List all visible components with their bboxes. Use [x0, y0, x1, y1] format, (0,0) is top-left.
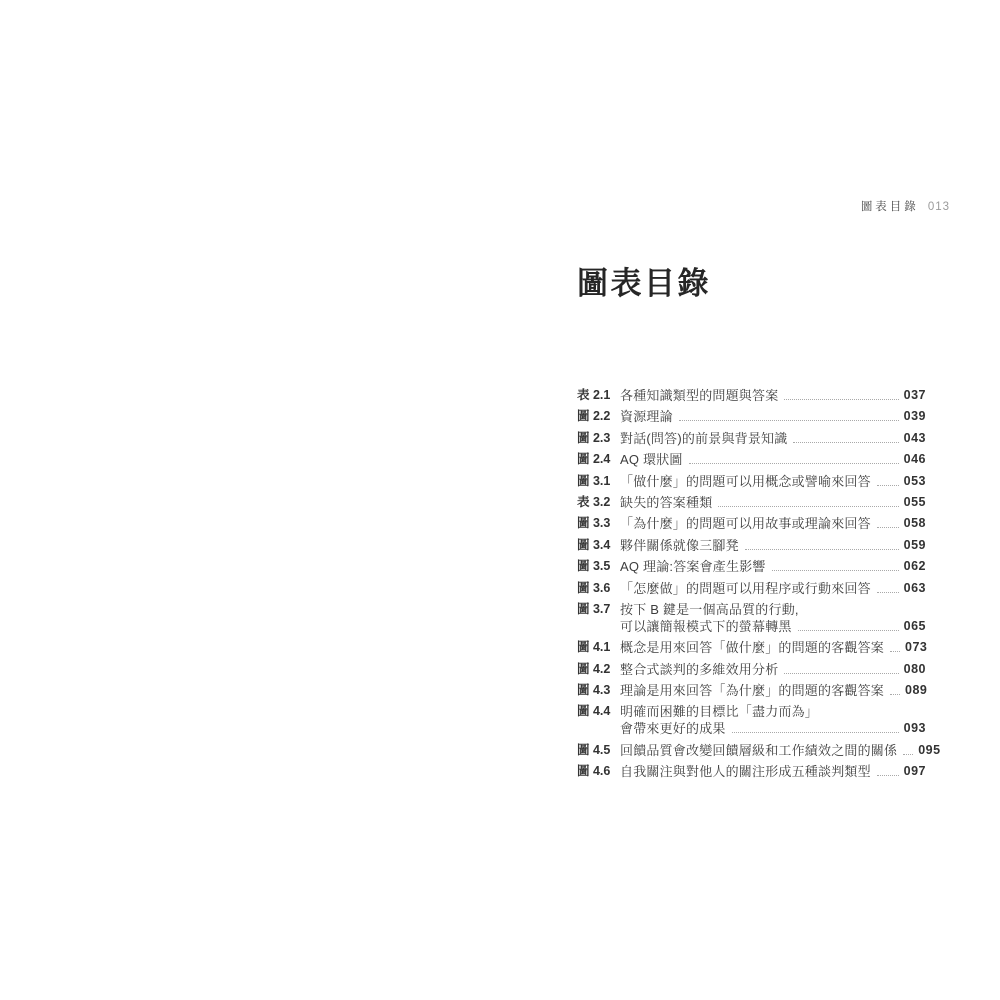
toc-entry: [577, 494, 926, 511]
entry-title: 「為什麼」的問題可以用故事或理論來回答: [620, 516, 871, 532]
toc-entry: [577, 639, 926, 656]
entry-label: 圖 2.4: [577, 452, 611, 467]
dotted-leader: [890, 651, 900, 652]
dotted-leader: [903, 754, 913, 755]
entry-page-number: 097: [903, 764, 926, 779]
toc-entry: [577, 408, 926, 425]
entry-title: 缺失的答案種類: [620, 494, 713, 510]
entry-page-number: 080: [903, 661, 926, 676]
dotted-leader: [877, 485, 899, 486]
entry-title: 整合式談判的多維效用分析: [620, 661, 779, 677]
toc-entry-line: [577, 494, 926, 511]
toc-entry: [577, 515, 926, 532]
toc-entry-line: [577, 601, 926, 618]
entry-page-number: 089: [905, 683, 928, 698]
entry-label: 圖 2.2: [577, 409, 611, 424]
toc-entry: [577, 601, 926, 635]
entry-label: 表 2.1: [577, 388, 611, 402]
entry-label: 圖 3.3: [577, 516, 611, 531]
dotted-leader: [718, 506, 898, 507]
toc-entry-line: [577, 473, 926, 490]
toc-entry: [577, 661, 926, 678]
entry-label: 圖 4.3: [577, 683, 611, 698]
entry-label: 圖 3.6: [577, 580, 611, 595]
toc-entry: [577, 703, 926, 737]
entry-title: 「做什麼」的問題可以用概念或譬喻來回答: [620, 473, 871, 489]
entry-page-number: 063: [903, 580, 926, 595]
dotted-leader: [784, 673, 898, 674]
entry-label: 圖 3.7: [577, 601, 611, 616]
running-header-page-number: 013: [927, 201, 950, 213]
dotted-leader: [877, 775, 899, 776]
toc-entry-line: [577, 515, 926, 532]
toc-entry: [577, 682, 926, 699]
entry-label: 圖 4.5: [577, 742, 611, 757]
entry-title: 夥伴關係就像三腳凳: [620, 537, 739, 553]
entry-label: 圖 3.5: [577, 559, 611, 574]
toc-entry-line: [577, 763, 926, 780]
entry-title: 各種知識類型的問題與答案: [620, 388, 779, 403]
entry-page-number: 073: [905, 640, 928, 655]
entry-label: 圖 3.4: [577, 537, 611, 552]
entry-title: 按下 B 鍵是一個高品質的行動,: [620, 601, 799, 617]
entry-page-number: 059: [903, 537, 926, 552]
entry-label: 表 3.2: [577, 494, 611, 509]
toc-entry-line: [577, 580, 926, 597]
toc-entry-line: [577, 430, 926, 447]
toc-entry: [577, 451, 926, 468]
toc-entry-line: [577, 661, 926, 678]
toc-entry-line: [577, 639, 926, 656]
toc-entry: [577, 537, 926, 554]
dotted-leader: [772, 570, 899, 571]
toc-entry: [577, 387, 926, 404]
entry-page-number: 039: [903, 409, 926, 424]
dotted-leader: [689, 463, 899, 464]
running-header: [861, 198, 950, 214]
entry-title: 「怎麼做」的問題可以用程序或行動來回答: [620, 580, 871, 596]
entry-title: 理論是用來回答「為什麼」的問題的客觀答案: [620, 683, 885, 699]
dotted-leader: [793, 442, 898, 443]
toc-entry-line: [577, 682, 926, 699]
entry-title: 明確而困難的目標比「盡力而為」: [620, 704, 819, 720]
entry-label: 圖 4.6: [577, 764, 611, 779]
toc-entry-line: [577, 387, 926, 404]
entry-title: 會帶來更好的成果: [620, 721, 726, 737]
toc-entry: [577, 558, 926, 575]
entry-title: 可以讓簡報模式下的螢幕轉黑: [620, 618, 792, 634]
entry-page-number: 062: [903, 559, 926, 574]
toc-entry: [577, 580, 926, 597]
toc-entry-line: [577, 408, 926, 425]
toc-entry-line: [577, 703, 926, 720]
toc-entry-line: [577, 537, 926, 554]
dotted-leader: [679, 420, 899, 421]
entry-label: 圖 3.1: [577, 473, 611, 488]
toc-entry-line: [577, 742, 941, 759]
entry-page-number: 055: [903, 494, 926, 509]
entry-page-number: 093: [903, 721, 926, 736]
running-header-section-title: 圖表目錄: [860, 201, 919, 213]
entry-page-number: 043: [903, 430, 926, 445]
dotted-leader: [732, 732, 899, 733]
toc-entry: [577, 742, 941, 759]
toc-entry-line: [577, 558, 926, 575]
figure-table-list: [577, 387, 941, 785]
entry-label: 圖 4.1: [577, 640, 611, 655]
entry-page-number: 058: [903, 516, 926, 531]
entry-label: 圖 2.3: [577, 430, 611, 445]
entry-page-number: 095: [918, 742, 941, 757]
entry-title: AQ 環狀圖: [620, 452, 683, 468]
toc-entry-line: [577, 451, 926, 468]
entry-title: 回饋品質會改變回饋層級和工作績效之間的關係: [620, 742, 898, 758]
entry-label: 圖 4.4: [577, 704, 611, 719]
dotted-leader: [890, 694, 900, 695]
entry-title: 自我關注與對他人的關注形成五種談判類型: [620, 764, 871, 780]
toc-entry: [577, 473, 926, 490]
toc-entry-line: [577, 720, 926, 737]
entry-title: AQ 理論:答案會產生影響: [620, 559, 766, 575]
dotted-leader: [798, 630, 899, 631]
page-title: 圖表目錄: [577, 266, 711, 301]
entry-page-number: 053: [903, 473, 926, 488]
entry-title: 概念是用來回答「做什麼」的問題的客觀答案: [620, 640, 885, 656]
dotted-leader: [877, 527, 899, 528]
toc-entry: [577, 763, 926, 780]
dotted-leader: [784, 399, 898, 400]
entry-title: 資源理論: [620, 409, 673, 425]
entry-label: 圖 4.2: [577, 661, 611, 676]
entry-title: 對話(問答)的前景與背景知識: [620, 430, 788, 446]
entry-page-number: 065: [903, 618, 926, 633]
toc-entry-line: [577, 618, 926, 635]
entry-page-number: 046: [903, 452, 926, 467]
dotted-leader: [877, 592, 899, 593]
toc-entry: [577, 430, 926, 447]
dotted-leader: [745, 549, 899, 550]
entry-page-number: 037: [903, 388, 926, 402]
